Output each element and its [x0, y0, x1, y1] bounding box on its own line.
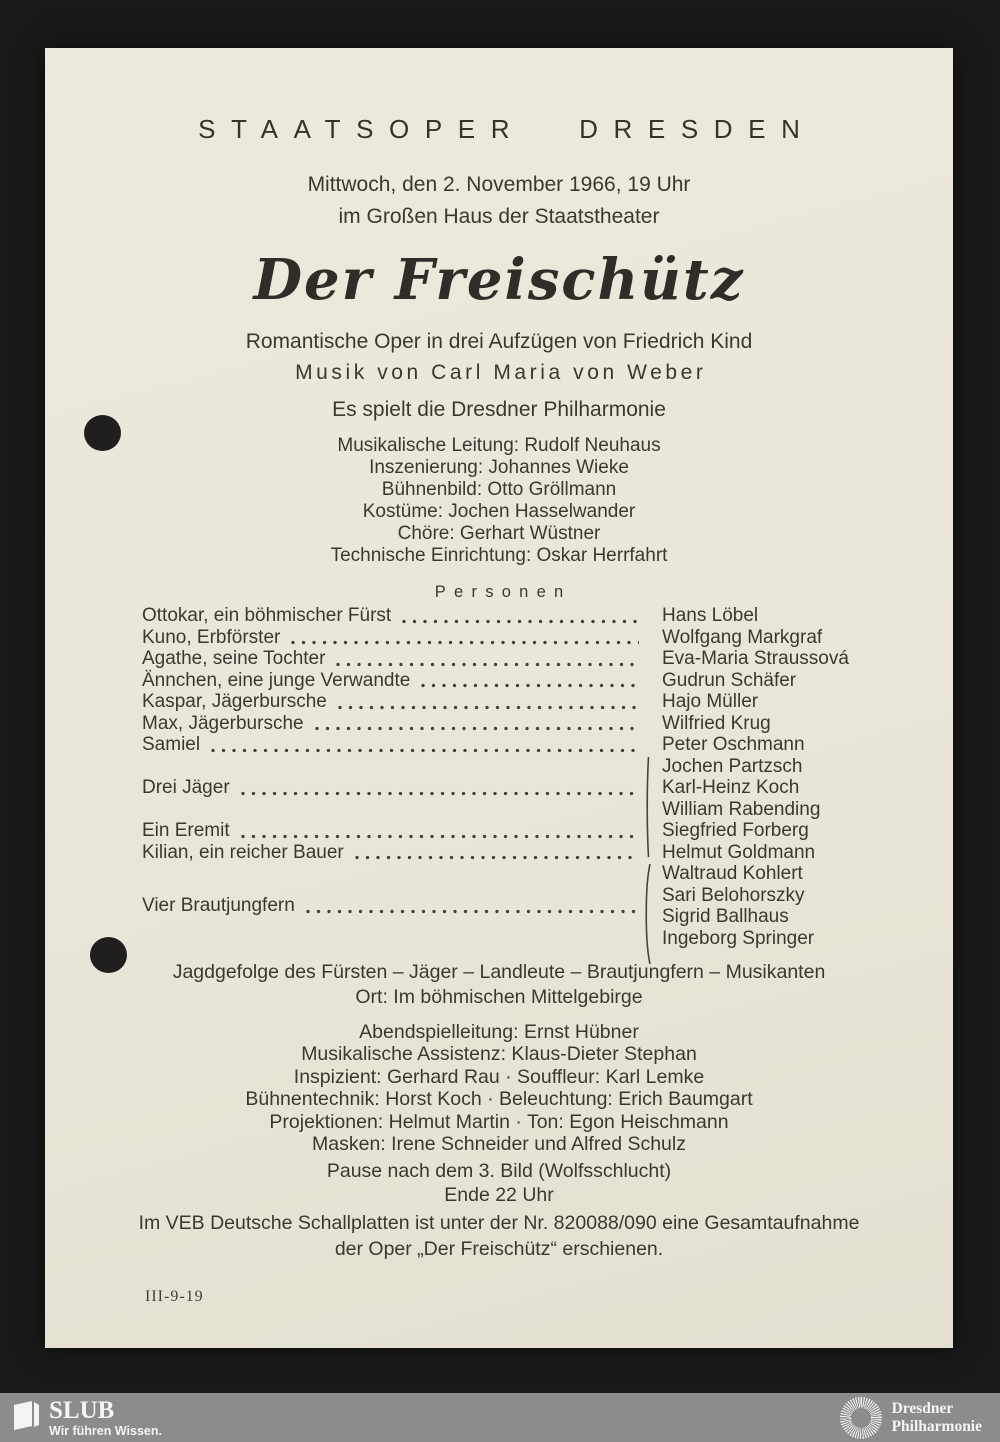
- cast-row-group: [142, 756, 853, 821]
- cast-row-group: [142, 863, 853, 949]
- credits-block: [45, 435, 953, 567]
- cast-role: Samiel: [142, 734, 201, 755]
- cast-row: [142, 734, 853, 756]
- cast-name: Ingeborg Springer: [662, 927, 815, 949]
- opera-subtitle: Romantische Oper in drei Aufzügen von Friedrich Kind: [245, 330, 753, 353]
- dotted-leader: [337, 705, 639, 710]
- cast-row: [142, 691, 853, 713]
- cast-role: Ottokar, ein böhmischer Fürst: [142, 605, 392, 626]
- print-mark: III-9-19: [145, 1288, 204, 1305]
- dotted-leader: [314, 726, 639, 731]
- production-line: Abendspielleitung: Ernst Hübner: [359, 1021, 639, 1043]
- cast-role: Max, Jägerbursche: [142, 712, 304, 734]
- slub-wordmark: SLUB: [49, 1396, 115, 1424]
- setting-line: Ort: Im böhmischen Mittelgebirge: [355, 986, 643, 1008]
- production-block: [45, 1021, 953, 1155]
- dotted-leader: [290, 640, 639, 645]
- book-icon: [13, 1400, 40, 1431]
- slub-logo[interactable]: [13, 1398, 162, 1438]
- opera-title: Der Freischütz: [253, 247, 745, 313]
- cast-role: Agathe, seine Tochter: [142, 648, 326, 669]
- cast-name: Peter Oschmann: [662, 734, 805, 755]
- cast-row: [142, 605, 853, 627]
- cast-list: [142, 605, 853, 949]
- cast-name: Siegfried Forberg: [662, 820, 809, 841]
- cast-role: Drei Jäger: [142, 777, 230, 798]
- cast-role: Ein Eremit: [142, 820, 230, 841]
- production-line: Bühnentechnik: Horst Koch · Beleuchtung: Erich Baumgart: [245, 1088, 753, 1111]
- dotted-leader: [420, 683, 639, 688]
- production-line: Masken: Irene Schneider und Alfred Schulz: [312, 1133, 686, 1156]
- cast-name: Gudrun Schäfer: [662, 669, 797, 691]
- philharmonie-wordmark-line: Philharmonie: [891, 1417, 982, 1435]
- dotted-leader: [354, 855, 639, 860]
- cast-name: Hajo Müller: [662, 691, 759, 712]
- cast-name: Jochen Partzsch: [662, 755, 803, 777]
- recording-note-line: Im VEB Deutsche Schallplatten ist unter der Nr. 820088/090 eine Gesamtaufnahme: [138, 1212, 860, 1234]
- cast-name: Sari Belohorszky: [662, 884, 805, 906]
- credit-line: Musikalische Leitung: Rudolf Neuhaus: [337, 435, 661, 456]
- production-line: Inspizient: Gerhard Rau · Souffleur: Karl Lemke: [293, 1065, 705, 1088]
- cast-row: [142, 627, 853, 649]
- cast-role: Ännchen, eine junge Verwandte: [142, 669, 411, 691]
- dotted-leader: [335, 662, 639, 667]
- cast-row: [142, 820, 853, 842]
- cast-role: Vier Brautjungfern: [142, 895, 295, 917]
- program-scan-page: [45, 48, 953, 1348]
- cast-row: [142, 713, 853, 735]
- performance-date: Mittwoch, den 2. November 1966, 19 Uhr: [307, 173, 691, 196]
- dotted-leader: [401, 619, 639, 624]
- cast-name: Karl-Heinz Koch: [662, 777, 800, 798]
- cast-name: Waltraud Kohlert: [662, 863, 803, 884]
- philharmonie-wordmark-line: Dresdner: [891, 1400, 954, 1417]
- pause-note: Pause nach dem 3. Bild (Wolfsschlucht): [326, 1160, 672, 1182]
- cast-name: William Rabending: [662, 798, 821, 820]
- group-brace: [643, 864, 652, 964]
- cast-name: Wolfgang Markgraf: [662, 626, 823, 648]
- dresdner-philharmonie-logo[interactable]: [840, 1397, 982, 1439]
- viewer-footer-bar: [0, 1393, 1000, 1442]
- credit-line: Inszenierung: Johannes Wieke: [369, 457, 629, 478]
- cast-role: Kilian, ein reicher Bauer: [142, 841, 344, 863]
- cast-role: Kuno, Erbförster: [142, 626, 281, 648]
- credit-line: Chöre: Gerhart Wüstner: [397, 523, 601, 544]
- slub-tagline: Wir führen Wissen.: [49, 1423, 162, 1438]
- credit-line: Kostüme: Jochen Hasselwander: [362, 501, 636, 522]
- recording-note-line: der Oper „Der Freischütz“ erschienen.: [334, 1238, 664, 1260]
- dotted-leader: [240, 834, 639, 839]
- dotted-leader: [305, 909, 639, 914]
- cast-name: Helmut Goldmann: [662, 841, 816, 863]
- cast-name: Sigrid Ballhaus: [662, 906, 789, 927]
- ensemble-line: Jagdgefolge des Fürsten – Jäger – Landleute – Brautjungfern – Musikanten: [172, 961, 826, 983]
- dotted-leader: [240, 791, 639, 796]
- recording-note: [45, 1210, 953, 1262]
- cast-name: Hans Löbel: [662, 605, 759, 626]
- cast-row: [142, 842, 853, 864]
- production-line: Projektionen: Helmut Martin · Ton: Egon Heischmann: [269, 1110, 729, 1133]
- venue-line: im Großen Haus der Staatstheater: [338, 205, 660, 228]
- credit-line: Technische Einrichtung: Oskar Herrfahrt: [330, 545, 668, 566]
- cast-name: Eva-Maria Straussová: [662, 648, 849, 669]
- starburst-icon: [840, 1397, 882, 1439]
- end-time-note: Ende 22 Uhr: [444, 1184, 554, 1206]
- cast-row: [142, 670, 853, 692]
- cast-role: Kaspar, Jägerbursche: [142, 691, 327, 712]
- orchestra-line: Es spielt die Dresdner Philharmonie: [332, 398, 666, 421]
- cast-heading: Personen: [434, 583, 572, 601]
- production-line: Musikalische Assistenz: Klaus-Dieter Stephan: [301, 1043, 697, 1066]
- composer-line: Musik von Carl Maria von Weber: [295, 361, 707, 384]
- dotted-leader: [210, 748, 639, 753]
- cast-name: Wilfried Krug: [662, 712, 771, 734]
- cast-row: [142, 648, 853, 670]
- theater-name: STAATSOPER DRESDEN: [198, 114, 816, 144]
- credit-line: Bühnenbild: Otto Gröllmann: [381, 479, 617, 500]
